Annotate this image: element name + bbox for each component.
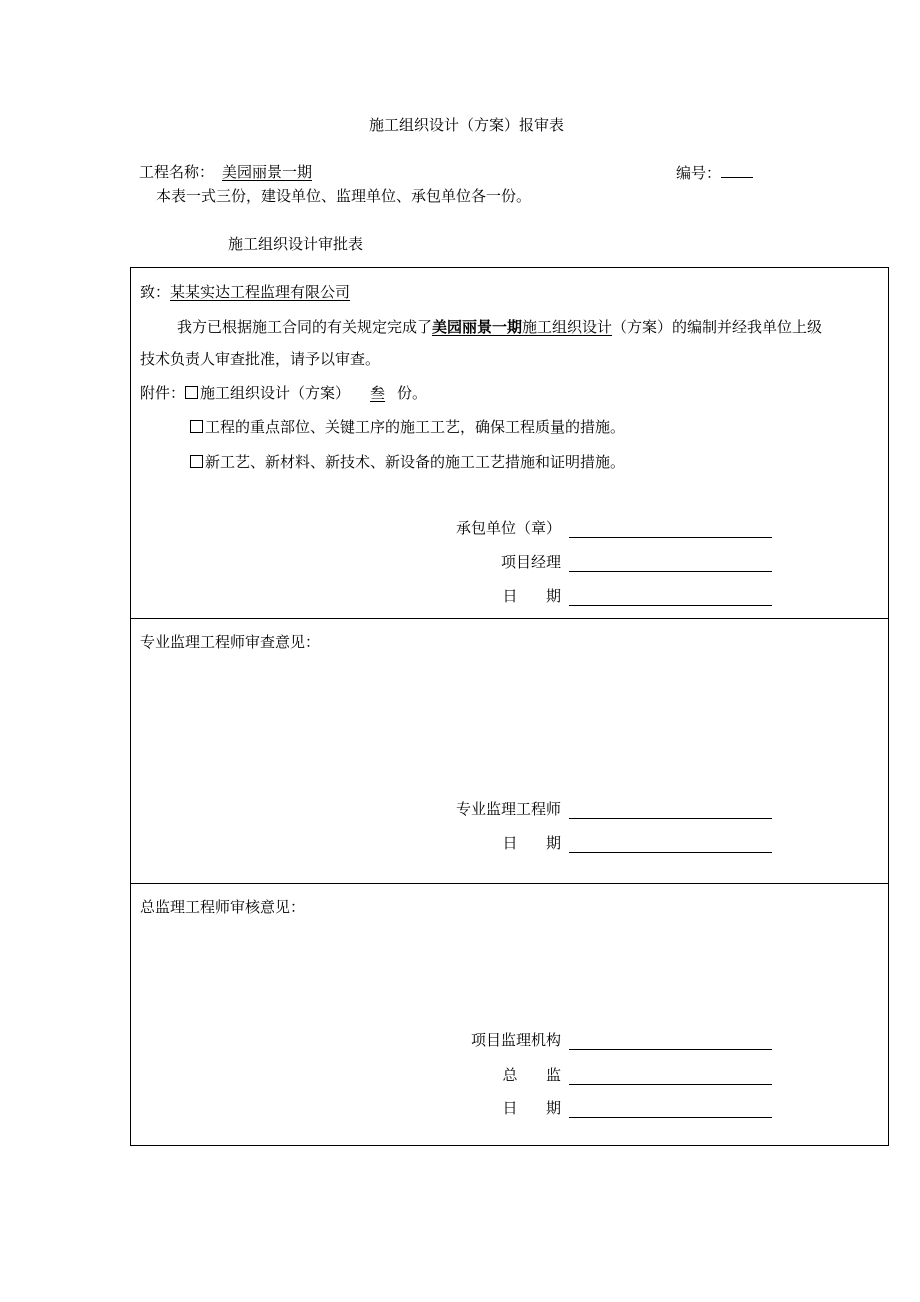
approval-title: 施工组织设计审批表 [228, 235, 364, 253]
sig-chief-date-text: 日期 [502, 1099, 590, 1117]
project-name-value: 美园丽景一期 [222, 163, 313, 181]
sig-manager-text: 项目经理 [500, 553, 561, 571]
attachment-1-count: 叁 [370, 384, 386, 402]
attachment-1-suffix: 份。 [397, 384, 428, 402]
sig-specialist-date-text: 日期 [502, 834, 590, 852]
sig-org-line[interactable] [569, 1048, 772, 1050]
project-number-label: 编号： [676, 164, 722, 182]
addressee-row [140, 283, 350, 301]
sig-chief-label [261, 1066, 590, 1084]
sig-chief-text: 总监 [502, 1066, 590, 1084]
project-number-blank [721, 163, 753, 178]
specialist-heading: 专业监理工程师审查意见： [140, 633, 321, 651]
addressee-label: 致： [140, 283, 171, 301]
project-number-row [676, 163, 753, 182]
submission-body-line2: 技术负责人审查批准，请予以审查。 [140, 350, 381, 368]
sig-contractor-unit-label: 承包单位（章） [455, 519, 561, 537]
checkbox-icon[interactable] [185, 386, 198, 399]
body-doc: 施工组织设计 [522, 318, 613, 336]
approval-form [130, 267, 889, 1146]
project-name-label: 工程名称： [139, 163, 215, 181]
sig-org-label: 项目监理机构 [470, 1031, 561, 1049]
checkbox-icon[interactable] [190, 455, 203, 468]
sig-date-line[interactable] [569, 604, 772, 606]
copies-note: 本表一式三份，建设单位、监理单位、承包单位各一份。 [156, 187, 532, 205]
project-name-row [139, 163, 328, 181]
sig-chief-date-label [261, 1099, 590, 1117]
specialist-section [131, 618, 888, 884]
sig-date-label [261, 587, 590, 605]
body-prefix: 我方已根据施工合同的有关规定完成了 [177, 318, 433, 336]
attachment-label: 附件： [140, 384, 186, 402]
attachment-3-text: 新工艺、新材料、新技术、新设备的施工工艺措施和证明措施。 [205, 453, 626, 471]
sig-specialist-date-line[interactable] [569, 851, 772, 853]
body-suffix: （方案）的编制并经我单位上级 [612, 318, 823, 336]
attachment-2 [190, 418, 625, 436]
page-title: 施工组织设计（方案）报审表 [369, 116, 565, 134]
addressee-value: 某某实达工程监理有限公司 [170, 283, 351, 301]
attachment-2-text: 工程的重点部位、关键工序的施工工艺，确保工程质量的措施。 [205, 418, 626, 436]
attachment-3 [190, 453, 625, 471]
submission-body-line1 [177, 318, 822, 336]
contractor-section [131, 268, 888, 619]
chief-heading: 总监理工程师审核意见： [140, 898, 306, 916]
sig-engineer-line[interactable] [569, 817, 772, 819]
attachment-1-text: 施工组织设计（方案） [200, 384, 351, 402]
sig-chief-line[interactable] [569, 1083, 772, 1085]
chief-section [131, 883, 888, 1145]
sig-manager-line[interactable] [569, 570, 772, 572]
attachment-1 [140, 384, 427, 402]
checkbox-icon[interactable] [190, 420, 203, 433]
body-project: 美园丽景一期 [432, 318, 523, 336]
sig-date-text: 日期 [502, 587, 590, 605]
sig-chief-date-line[interactable] [569, 1116, 772, 1118]
sig-manager-label [261, 553, 561, 571]
sig-contractor-unit-line[interactable] [569, 536, 772, 538]
sig-engineer-label: 专业监理工程师 [455, 800, 561, 818]
sig-specialist-date-label [261, 834, 590, 852]
